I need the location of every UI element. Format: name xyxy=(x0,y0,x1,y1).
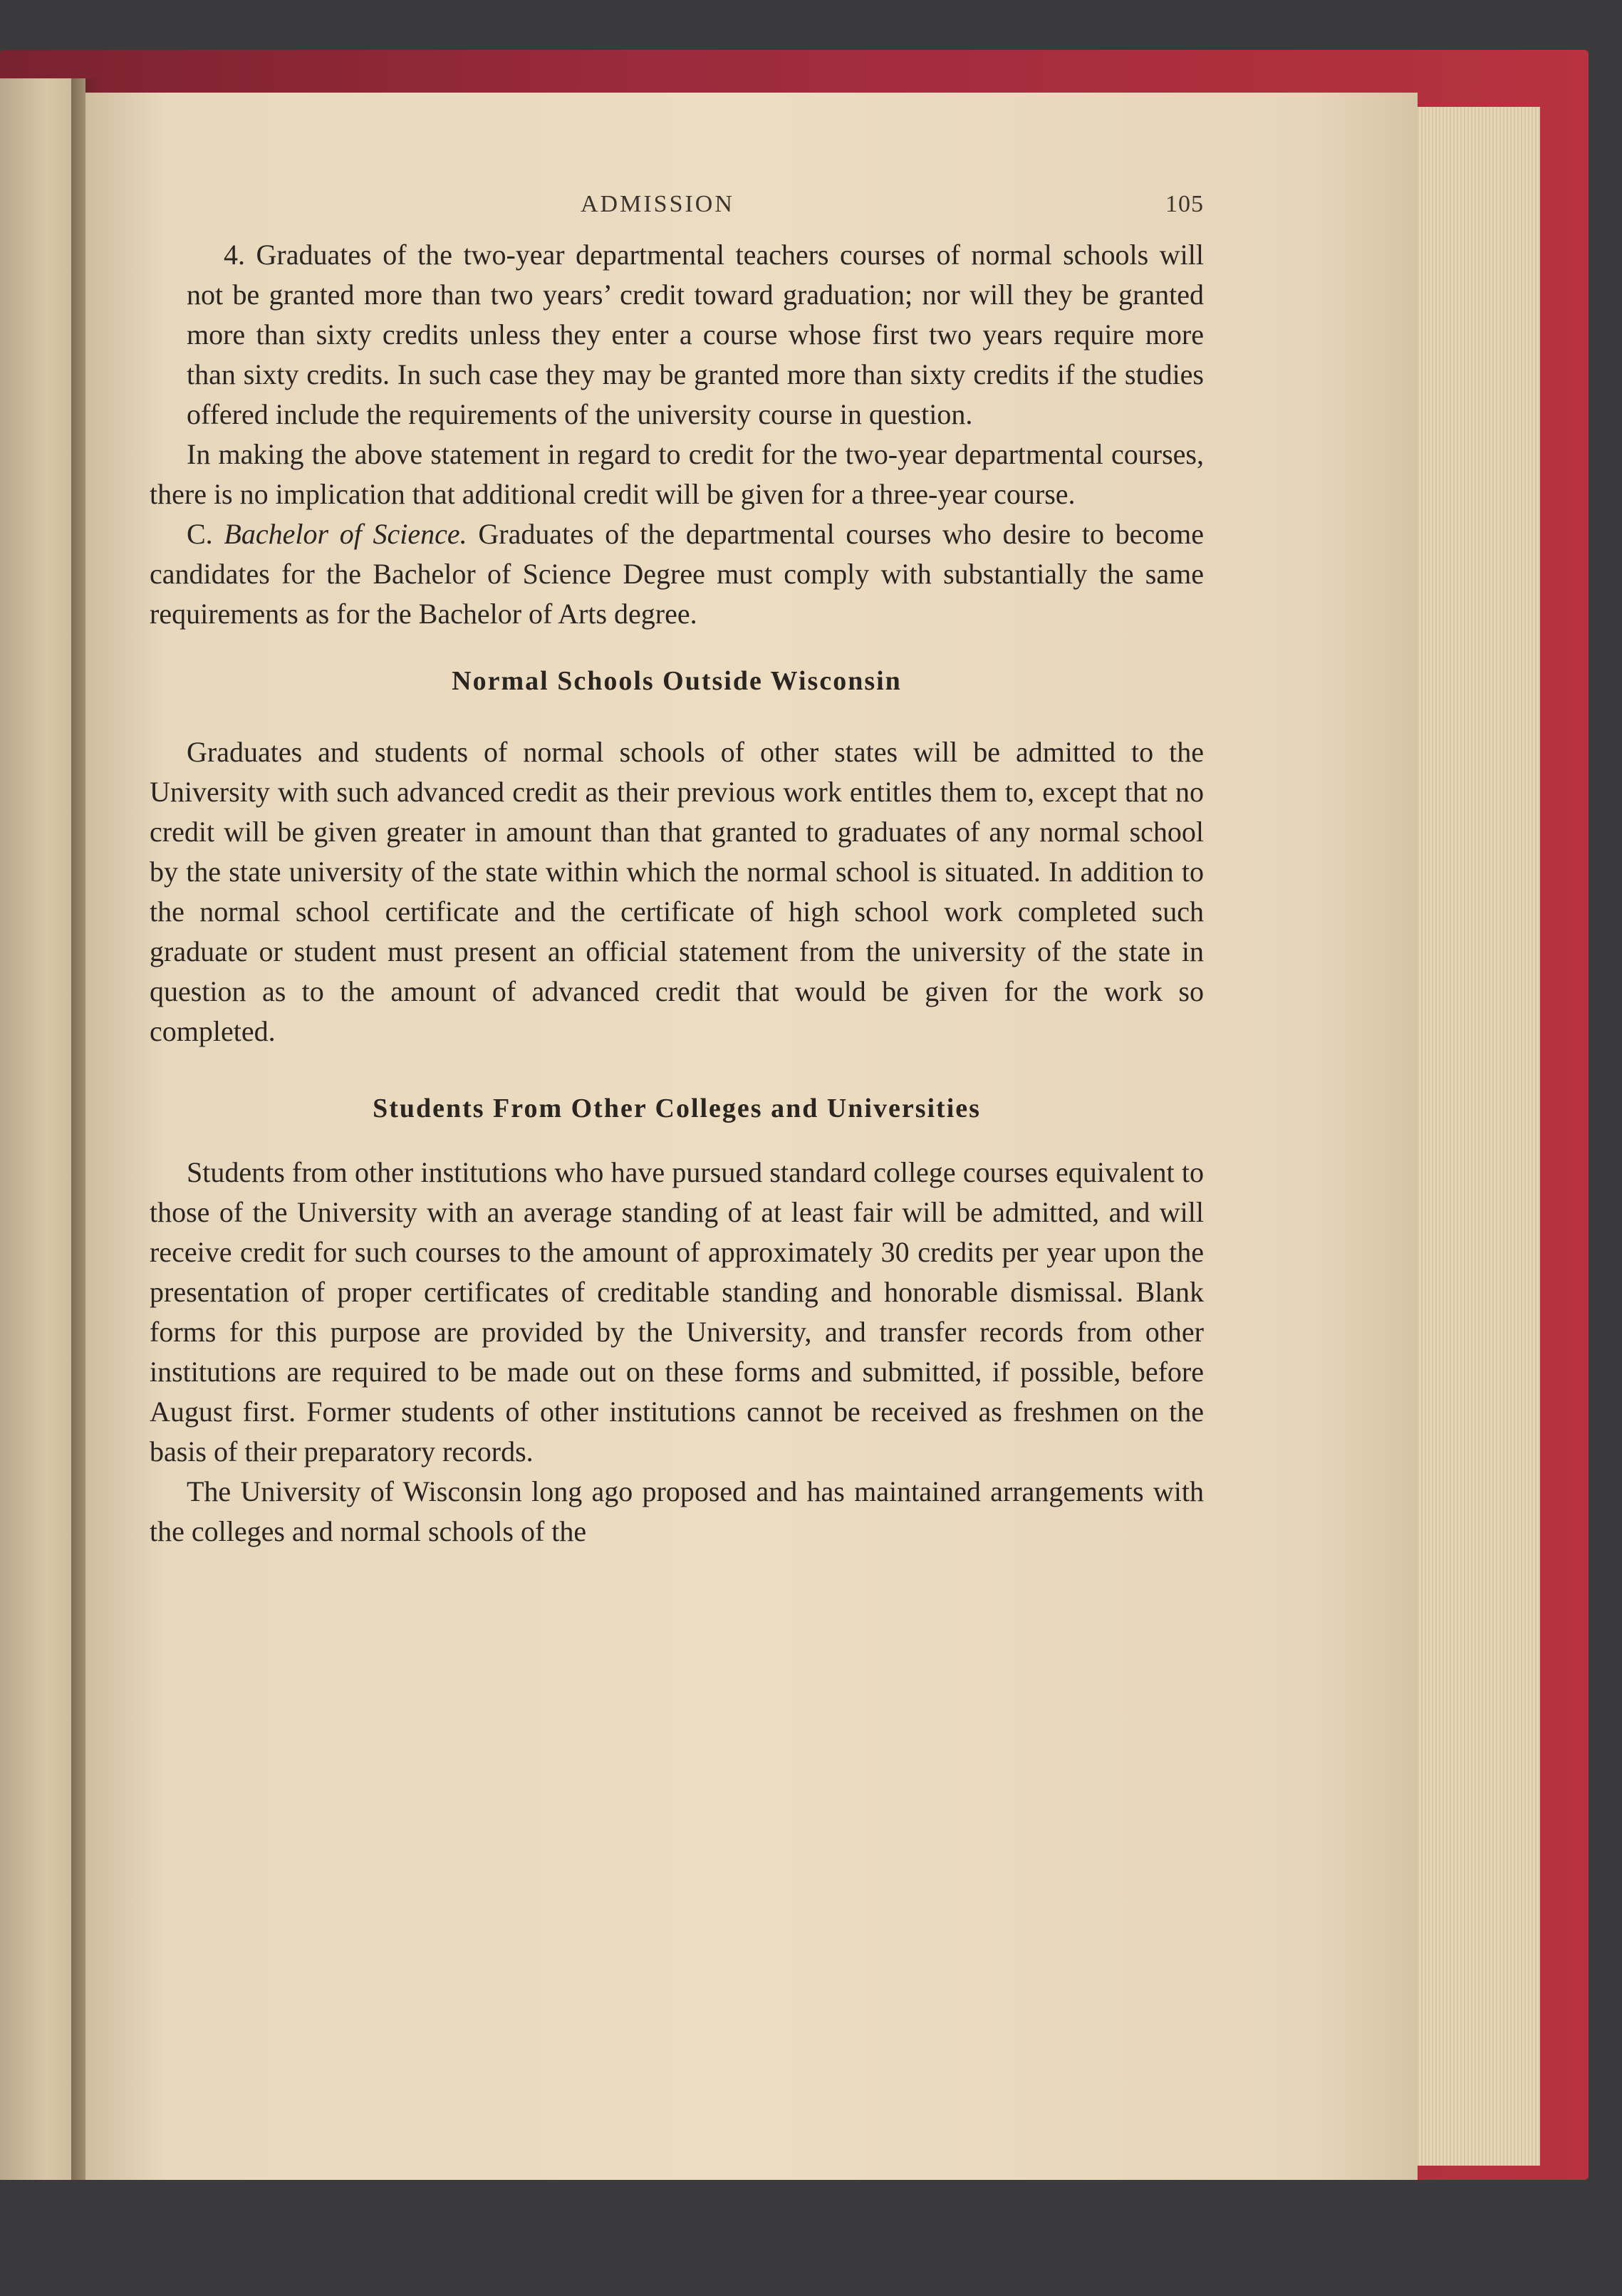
section-heading-normal-schools: Normal Schools Outside Wisconsin xyxy=(452,666,902,696)
page-edges xyxy=(1414,107,1540,2166)
bachelor-of-science-text: Graduates of the departmental courses who desire to become candidates for the Bachelor of Science Degree must comply with substantially the same requirements as for the Bachelor of Arts degree. xyxy=(150,518,1205,630)
section-heading-other-colleges: Students From Other Colleges and Universities xyxy=(373,1094,981,1123)
running-title: ADMISSION xyxy=(581,191,734,217)
other-colleges-paragraph-2: The University of Wisconsin long ago proposed and has maintained arrangements with the colleges and normal schools of the xyxy=(150,1475,1204,1547)
normal-schools-paragraph: Graduates and students of normal schools of other states will be admitted to the University with such advanced credit as their previous work entitles them to, except that no credit will be given greater in amount than that granted to graduates of any normal school by the state university of the state within which the normal school is situated. In addition to the normal school certificate and the certificate of high school work completed such graduate or student must present an official statement from the university of the state in question as to the amount of advanced credit that would be given for the work so completed. xyxy=(150,736,1204,1047)
clarification-paragraph: In making the above statement in regard to credit for the two-year departmental courses, there is no implication that additional credit will be given for a three-year course. xyxy=(150,438,1204,510)
bachelor-of-science-label: Bachelor of Science. xyxy=(224,518,467,550)
running-head xyxy=(150,191,1204,227)
page-number: 105 xyxy=(1165,191,1204,217)
item-4-paragraph: 4. Graduates of the two-year departmental teachers courses of normal schools will not be granted more than two years’ credit toward graduation; nor will they be granted more than sixty credits unless they enter a course whose first two years require more than sixty credits. In such case they may be granted more than sixty credits if the studies offered include the requirements of the university course in question. xyxy=(187,239,1204,430)
page-content xyxy=(150,191,1204,1552)
bachelor-of-science-paragraph xyxy=(150,514,1204,634)
item-c-label: C. xyxy=(187,518,213,550)
other-colleges-paragraph-1: Students from other institutions who have pursued standard college courses equivalent to those of the University with an average standing of at least fair will be admitted, and will receive credit for such courses to the amount of approximately 30 credits per year upon the presentation of proper certificates of creditable standing and honorable dismissal. Blank forms for this purpose are provided by the University, and transfer records from other institutions are required to be made out on these forms and submitted, if possible, before August first. Former students of other institutions cannot be received as freshmen on the basis of their preparatory records. xyxy=(150,1156,1204,1468)
